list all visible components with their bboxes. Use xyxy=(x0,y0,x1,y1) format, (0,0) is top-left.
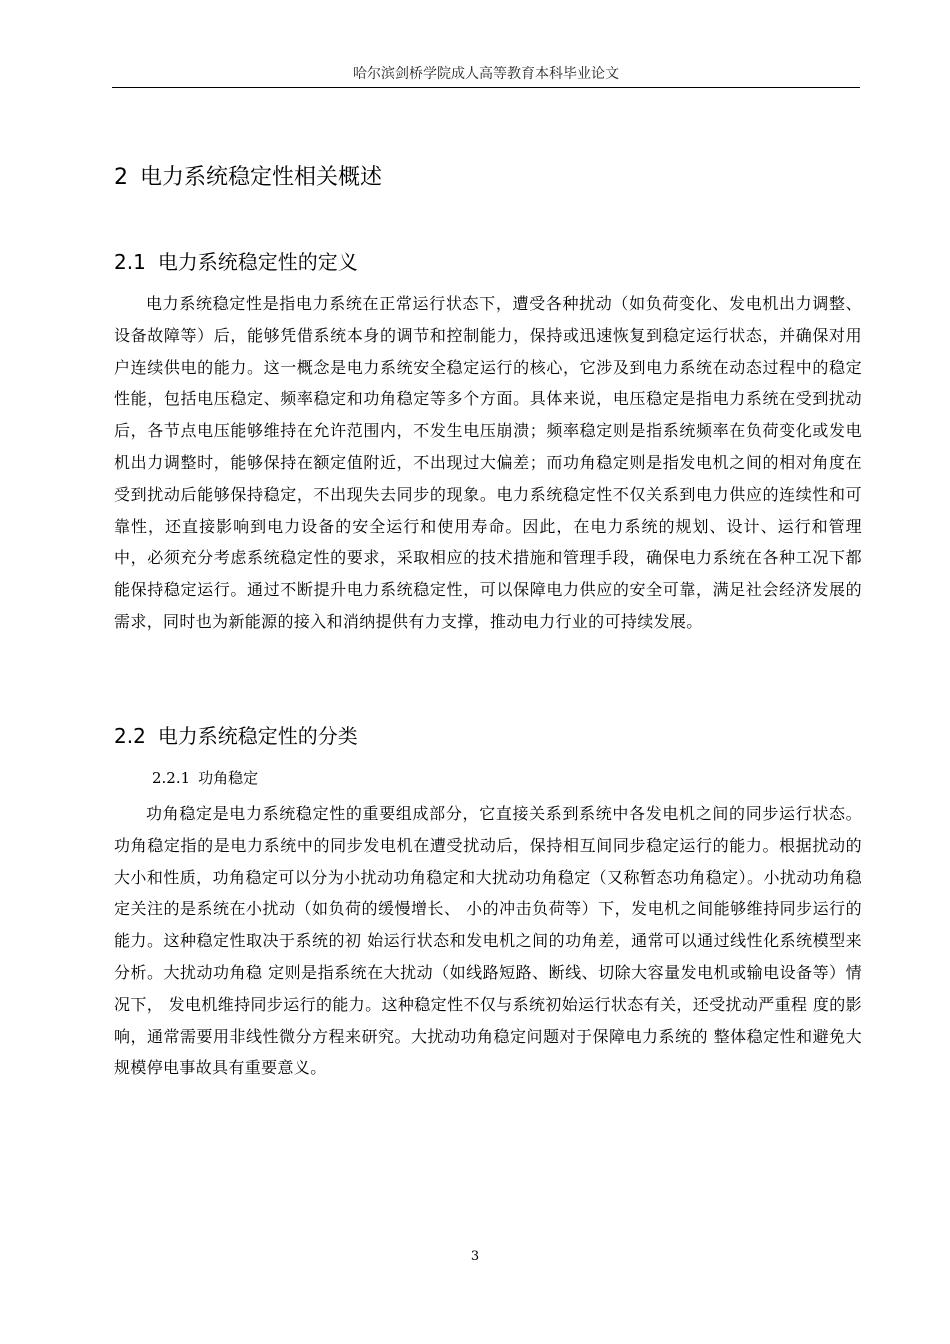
paragraph-definition: 电力系统稳定性是指电力系统在正常运行状态下，遭受各种扰动（如负荷变化、发电机出力调整、设备故障等）后，能够凭借系统本身的调节和控制能力，保持或迅速恢复到稳定运行状态，并确保对用户连续供电的能力。这一概念是电力系统安全稳定运行的核心，它涉及到电力系统在动态过程中的稳定性能，包括电压稳定、频率稳定和功角稳定等多个方面。具体来说，电压稳定是指电力系统在受到扰动后，各节点电压能够维持在允许范围内，不发生电压崩溃；频率稳定则是指系统频率在负荷变化或发电机出力调整时，能够保持在额定值附近，不出现过大偏差；而功角稳定则是指发电机之间的相对角度在受到扰动后能够保持稳定，不出现失去同步的现象。电力系统稳定性不仅关系到电力供应的连续性和可靠性，还直接影响到电力设备的安全运行和使用寿命。因此，在电力系统的规划、设计、运行和管理中，必须充分考虑系统稳定性的要求，采取相应的技术措施和管理手段，确保电力系统在各种工况下都能保持稳定运行。通过不断提升电力系统稳定性，可以保障电力供应的安全可靠，满足社会经济发展的需求，同时也为新能源的接入和消纳提供有力支撑，推动电力行业的可持续发展。 xyxy=(114,294,862,631)
section-title-2-1 xyxy=(114,246,358,278)
chapter-title-text: 电力系统稳定性相关概述 xyxy=(140,165,383,190)
chapter-title xyxy=(114,160,382,196)
section-title-text: 电力系统稳定性的分类 xyxy=(157,724,358,748)
subsection-title-2-2-1 xyxy=(152,767,258,789)
page-number: 3 xyxy=(470,1249,480,1264)
chapter-number: 2 xyxy=(114,165,128,190)
section-title-2-2 xyxy=(114,720,358,752)
subsection-title-text: 功角稳定 xyxy=(198,769,259,787)
subsection-number: 2.2.1 xyxy=(152,769,191,787)
header-divider xyxy=(112,87,860,88)
page-header: 哈尔滨剑桥学院成人高等教育本科毕业论文 xyxy=(353,66,619,82)
paragraph-power-angle-stability: 功角稳定是电力系统稳定性的重要组成部分，它直接关系到系统中各发电机之间的同步运行状态。功角稳定指的是电力系统中的同步发电机在遭受扰动后，保持相互间同步稳定运行的能力。根据扰动的大小和性质，功角稳定可以分为小扰动功角稳定和大扰动功角稳定（又称暂态功角稳定）。小扰动功角稳定关注的是系统在小扰动（如负荷的缓慢增长、 小的冲击负荷等）下，发电机之间能够维持同步运行的能力。这种稳定性取决于系统的初 始运行状态和发电机之间的功角差，通常可以通过线性化系统模型来分析。大扰动功角稳 定则是指系统在大扰动（如线路短路、断线、切除大容量发电机或输电设备等）情况下， 发电机维持同步运行的能力。这种稳定性不仅与系统初始运行状态有关，还受扰动严重程 度的影响，通常需要用非线性微分方程来研究。大扰动功角稳定问题对于保障电力系统的 整体稳定性和避免大规模停电事故具有重要意义。 xyxy=(114,804,862,1078)
section-title-text: 电力系统稳定性的定义 xyxy=(157,250,358,274)
section-number: 2.2 xyxy=(114,724,146,748)
section-number: 2.1 xyxy=(114,250,146,274)
